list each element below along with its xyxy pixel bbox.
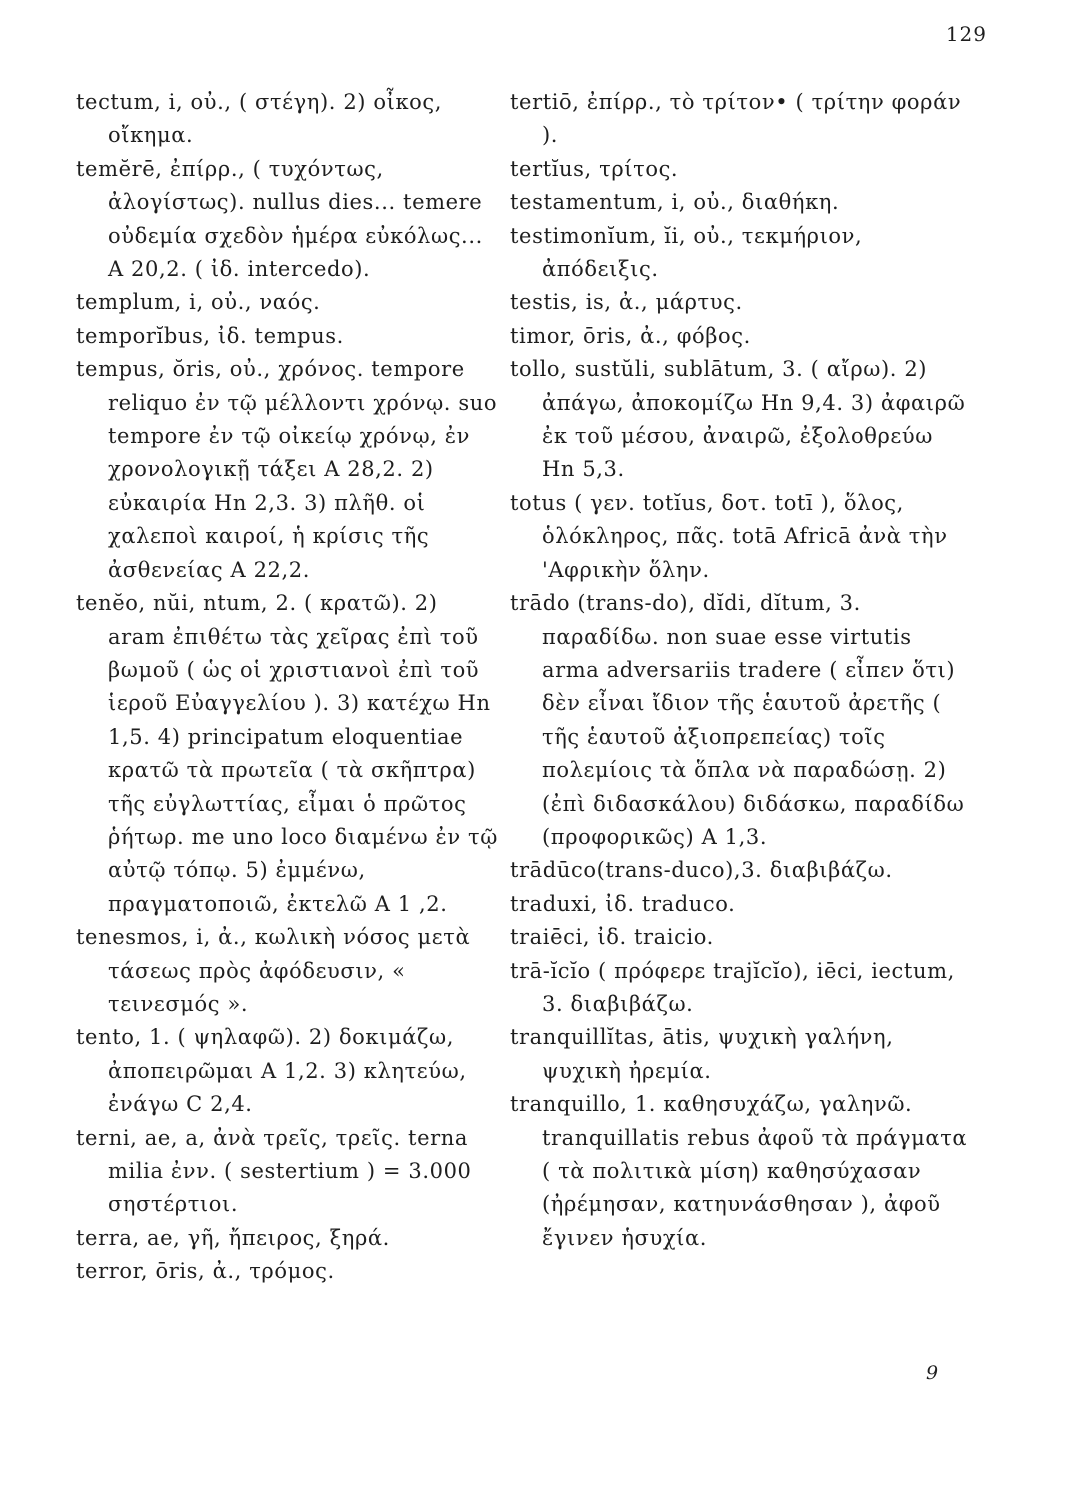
entry-temporibus: temporĭbus, ἰδ. tempus. — [76, 323, 344, 348]
entry-tectum: tectum, i, οὐ., ( στέγη). 2) οἶκος, οἴκημα. — [76, 90, 443, 148]
entry-testis: testis, is, ἀ., μάρτυς. — [510, 290, 743, 315]
page-number: 129 — [945, 22, 987, 46]
entry-traicio: trā-ĭcĭo ( πρόφερε trajĭcĭo), iēci, iectum, 3. διαβιβάζω. — [510, 958, 955, 1016]
entry-tenesmos: tenesmos, i, ἀ., κωλικὴ νόσος μετὰ τάσεως πρὸς ἀφόδευσιν, « τεινεσμός ». — [76, 925, 471, 1016]
entry-tempus: tempus, ŏris, οὐ., χρόνος. tempore reliquo ἐν τῷ μέλλοντι χρόνῳ. suo tempore ἐν τῷ οἰκείῳ χρόνῳ, ἐν χρονολογικῇ τάξει A 28,2. 2) εὐκαιρία Hn 2,3. 3) πλῆθ. οἱ χαλεποὶ καιροί, ἡ κρίσις τῆς ἀσθενείας A 22,2. — [76, 357, 498, 582]
entry-terni: terni, ae, a, ἀνὰ τρεῖς, τρεῖς. terna milia ἐνν. ( sestertium ) = 3.000 σηστέρτιοι. — [76, 1125, 472, 1217]
entry-testamentum: testamentum, i, οὐ., διαθήκη. — [510, 190, 840, 215]
entry-traduxi: traduxi, ἰδ. traduco. — [510, 891, 736, 916]
entry-terror: terror, ōris, ἀ., τρόμος. — [76, 1259, 335, 1284]
entry-terra: terra, ae, γῆ, ἤπειρος, ξηρά. — [76, 1225, 390, 1250]
entry-traduco: trādūco(trans-duco),3. διαβιβάζω. — [510, 858, 893, 883]
entry-tranquillitas: tranquillĭtas, ātis, ψυχικὴ γαλήνη, ψυχικὴ ἠρεμία. — [510, 1025, 894, 1083]
entry-traieci: traiēci, ἰδ. traicio. — [510, 925, 714, 950]
right-column — [510, 86, 970, 1255]
entry-tertius: tertĭus, τρίτος. — [510, 156, 679, 181]
entry-totus: totus ( γεν. totĭus, δοτ. totī ), ὅλος, ὁλόκληρος, πᾶς. totā Africā ἀνὰ τὴν 'Αφρικὴν ὅλην. — [510, 490, 948, 582]
entry-testimonium: testimonĭum, ĭi, οὐ., τεκμήριον, ἀπόδειξις. — [510, 223, 863, 282]
entry-teneo: tenĕo, nŭi, ntum, 2. ( κρατῶ). 2) aram ἐπιθέτω τὰς χεῖρας ἐπὶ τοῦ βωμοῦ ( ὡς οἱ χριστιανοὶ ἐπὶ τοῦ ἱεροῦ Εὐαγγελίου ). 3) κατέχω Hn 1,5. 4) principatum eloquentiae κρατῶ τὰ πρωτεῖα ( τὰ σκῆπτρα) τῆς εὐγλωττίας, εἶμαι ὁ πρῶτος ῥήτωρ. me uno loco διαμένω ἐν τῷ αὐτῷ τόπῳ. 5) ἐμμένω, πραγματοποιῶ, ἐκτελῶ A 1 ,2. — [76, 591, 498, 916]
entry-trado: trādo (trans-do), dĭdi, dĭtum, 3. παραδίδω. non suae esse virtutis arma adversariis tradere ( εἶπεν ὅτι) δὲν εἶναι ἴδιον τῆς ἑαυτοῦ ἀρετῆς ( τῆς ἑαυτοῦ ἀξιοπρεπείας) τοῖς πολεμίοις τὰ ὅπλα νὰ παραδώσῃ. 2) (ἐπὶ διδασκάλου) διδάσκω, παραδίδω (προφορικῶς) A 1,3. — [510, 591, 965, 849]
entry-tento: tento, 1. ( ψηλαφῶ). 2) δοκιμάζω, ἀποπειρῶμαι A 1,2. 3) κλητεύω, ἐνάγω C 2,4. — [76, 1025, 467, 1117]
printer-signature-mark: 9 — [926, 1362, 939, 1384]
entry-timor: timor, ōris, ἀ., φόβος. — [510, 323, 751, 348]
entry-temere: temĕrē, ἐπίρρ., ( τυχόντως, ἀλογίστως). nullus dies... temere οὐδεμία σχεδὸν ἡμέρα εὐκόλως... A 20,2. ( ἰδ. intercedo). — [76, 156, 483, 282]
left-column — [76, 86, 502, 1289]
entry-tranquillo: tranquillo, 1. καθησυχάζω, γαληνῶ. tranquillatis rebus ἀφοῦ τὰ πράγματα ( τὰ πολιτικὰ μίση) καθησύχασαν (ἠρέμησαν, κατηυνάσθησαν ), ἀφοῦ ἔγινεν ἡσυχία. — [510, 1092, 968, 1250]
entry-templum: templum, i, οὐ., ναός. — [76, 290, 321, 315]
entry-tollo: tollo, sustŭli, sublātum, 3. ( αἴρω). 2) ἀπάγω, ἀποκομίζω Hn 9,4. 3) ἀφαιρῶ ἐκ τοῦ μέσου, ἀναιρῶ, ἐξολοθρεύω Hn 5,3. — [510, 357, 966, 482]
entry-tertio: tertiō, ἐπίρρ., τὸ τρίτον• ( τρίτην φοράν ). — [510, 90, 962, 148]
